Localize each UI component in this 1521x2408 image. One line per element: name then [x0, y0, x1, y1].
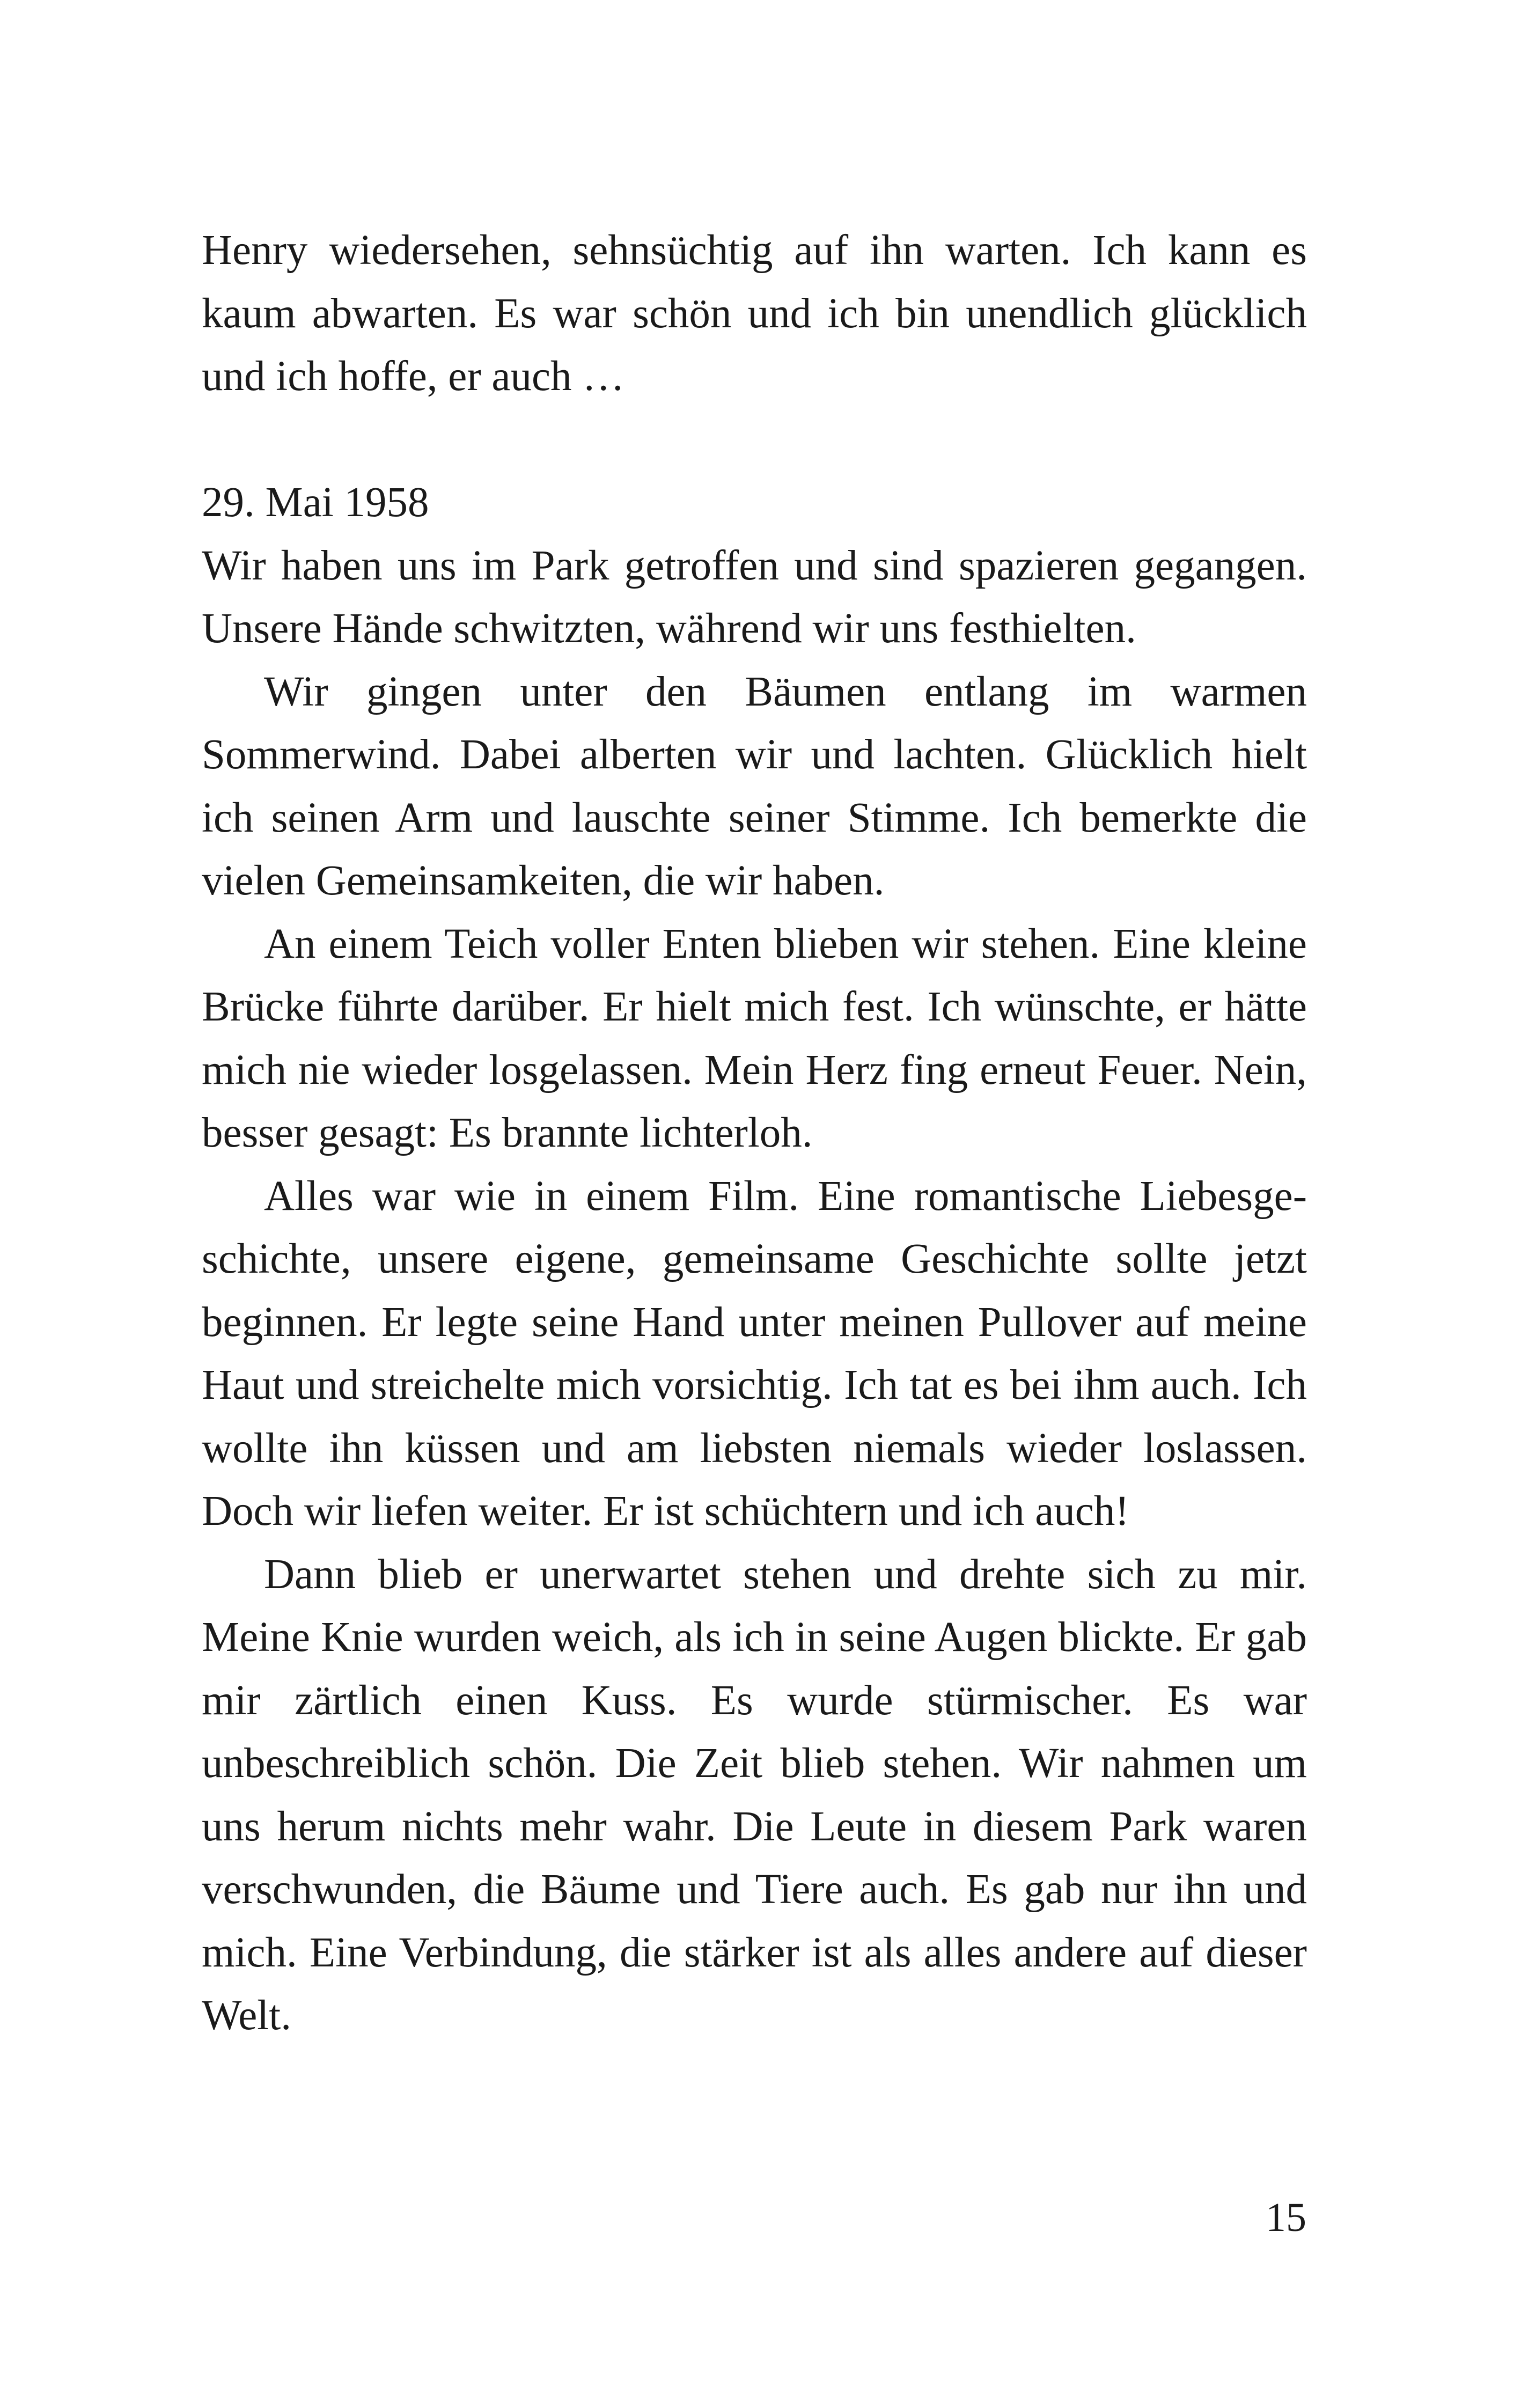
entry-date: 29. Mai 1958: [202, 479, 429, 526]
body-text: [202, 219, 1307, 2047]
entry-continuation: Henry wiedersehen, sehnsüchtig auf ihn warten. Ich kann es kaum abwarten. Es war schön und ich bin unendlich glücklich und ich hoffe, er auch …: [202, 227, 1307, 400]
paragraph: Alles war wie in einem Film. Eine romantische Liebesgeschichte, unsere eigene, gemeinsame Geschichte sollte jetzt beginnen. Er legte seine Hand unter meinen Pullover auf meine Haut und streichelte mich vorsichtig. Ich tat es bei ihm auch. Ich wollte ihn küssen und am liebsten niemals wieder loslassen. Doch wir liefen weiter. Er ist schüchtern und ich auch!: [202, 1172, 1307, 1535]
paragraph: Dann blieb er unerwartet stehen und drehte sich zu mir. Meine Knie wurden weich, als ich in seine Augen blickte. Er gab mir zärtlich einen Kuss. Es wurde stürmischer. Es war unbeschreiblich schön. Die Zeit blieb stehen. Wir nahmen um uns herum nichts mehr wahr. Die Leute in diesem Park waren verschwunden, die Bäume und Tiere auch. Es gab nur ihn und mich. Eine Verbindung, die stärker ist als alles andere auf dieser Welt.: [202, 1551, 1307, 2039]
section-spacer: [202, 408, 1307, 472]
page-number: 15: [1266, 2195, 1306, 2240]
paragraph: An einem Teich voller Enten blieben wir stehen. Eine kleine Brücke führte darüber. Er hielt mich fest. Ich wünschte, er hätte mich nie wieder losgelassen. Mein Herz fing erneut Feuer. Nein, besser gesagt: Es brannte lichterloh.: [202, 920, 1307, 1156]
paragraph: Wir haben uns im Park getroffen und sind spazieren gegangen. Unsere Hände schwitzten, während wir uns festhielten.: [202, 542, 1307, 652]
paragraph: Wir gingen unter den Bäumen entlang im warmen Sommerwind. Dabei alberten wir und lachten. Glücklich hielt ich seinen Arm und lauschte seiner Stimme. Ich bemerkte die vielen Gemeinsamkeiten, die wir haben.: [202, 668, 1307, 904]
